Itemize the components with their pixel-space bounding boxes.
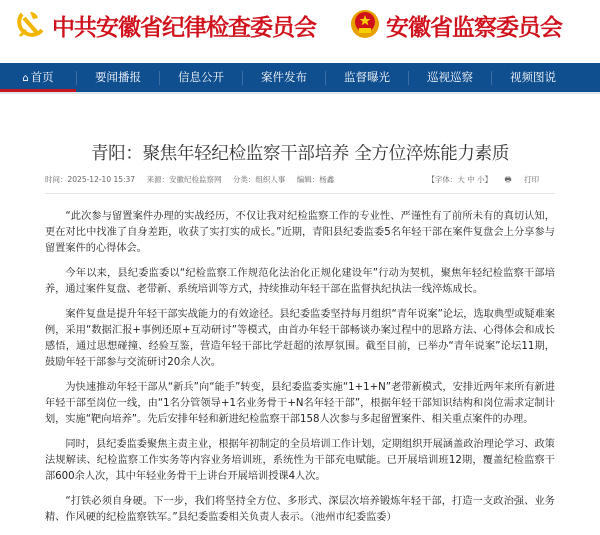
supervision-commission-logo[interactable]	[350, 8, 562, 42]
article-meta	[45, 174, 555, 194]
party-emblem-icon	[16, 8, 46, 42]
site-header	[0, 0, 600, 62]
paragraph: “此次参与留置案件办理的实战经历，不仅让我对纪检监察工作的专业性、严谨性有了前所未有的真切认知，更在对比中找准了自身差距，收获了实打实的成长。”近期，青阳县纪委监委5名年轻干部在案件复盘会上分享参与留置案件的心得体会。	[45, 211, 555, 254]
printer-icon: 🖶	[504, 175, 512, 184]
font-size-control[interactable]: 【字体：大 中 小】	[427, 175, 493, 184]
print-label: 打印	[524, 175, 539, 184]
nav-exposure[interactable]: 监督曝光	[344, 70, 390, 84]
cpc-discipline-logo[interactable]	[16, 8, 316, 42]
nav-info-disclosure[interactable]: 信息公开	[178, 70, 224, 84]
left-site-title: 中共安徽省纪律检查委员会	[52, 13, 316, 41]
paragraph: 同时，县纪委监委聚焦主责主业，根据年初制定的全员培训工作计划，定期组织开展涵盖政治理论学习、政策法规解读、纪检监察工作实务等内容业务培训班，系统性为干部充电赋能。已开展培训班12期，覆盖纪检监察干部600余人次，其中年轻业务骨干上讲台开展培训授课4人次。	[45, 439, 555, 482]
editor: 编辑：杨鑫	[296, 175, 335, 184]
article-body	[45, 209, 555, 535]
category: 分类：组织人事	[232, 175, 286, 184]
national-emblem-icon	[350, 8, 380, 42]
paragraph: 今年以来，县纪委监委以“纪检监察工作规范化法治化正规化建设年”行动为契机，聚焦年轻纪检监察干部培养，通过案件复盘、老带新、系统培训等方式，持续推动年轻干部在监督执纪执法一线淬炼成长。	[45, 268, 555, 295]
nav-label: 首页	[30, 70, 54, 84]
publish-time: 时间：2025-12-10 15:37	[45, 175, 136, 184]
paragraph: 案件复盘是提升年轻干部实战能力的有效途径。县纪委监委坚持每月组织“青年说案”论坛，选取典型或疑难案例，采用“数据汇报+事例还原+互动研讨”等模式，由首办年轻干部畅谈办案过程中的思路方法、心得体会和成长感悟，通过思想碰撞、经验互鉴，营造年轻干部比学赶超的浓厚氛围。截至目前，已举办“青年说案”论坛11期，鼓励年轻干部参与交流研讨20余人次。	[45, 309, 555, 368]
paragraph: 为快速推动年轻干部从“新兵”向“能手”转变，县纪委监委实施“1+1+N”老带新模式，安排近两年来所有新进年轻干部至岗位一线，由“1名分管领导+1名业务骨干+N名年轻干部”，根据年轻干部知识结构和岗位需求定制计划，实施“靶向培养”。先后安排年轻和新进纪检监察干部158人次参与多起留置案件、相关重点案件的办理。	[45, 382, 555, 425]
nav-video[interactable]: 视频图说	[510, 70, 556, 84]
article-title: 青阳：聚焦年轻纪检监察干部培养 全方位淬炼能力素质	[90, 144, 510, 164]
home-icon: ⌂	[22, 73, 29, 84]
source: 来源：安徽纪检监察网	[146, 175, 222, 184]
nav-case-release[interactable]: 案件发布	[261, 70, 307, 84]
nav-home[interactable]	[0, 63, 76, 92]
nav-news[interactable]: 要闻播报	[95, 70, 141, 84]
main-nav	[0, 63, 600, 94]
right-site-title: 安徽省监察委员会	[386, 13, 562, 41]
nav-inspection[interactable]: 巡视巡察	[427, 70, 473, 84]
print-button[interactable]	[505, 175, 549, 184]
paragraph: “打铁必须自身硬。下一步，我们将坚持全方位、多形式、深层次培养锻炼年轻干部，打造一支政治强、业务精、作风硬的纪检监察铁军。”县纪委监委相关负责人表示。（池州市纪委监委）	[45, 496, 555, 523]
